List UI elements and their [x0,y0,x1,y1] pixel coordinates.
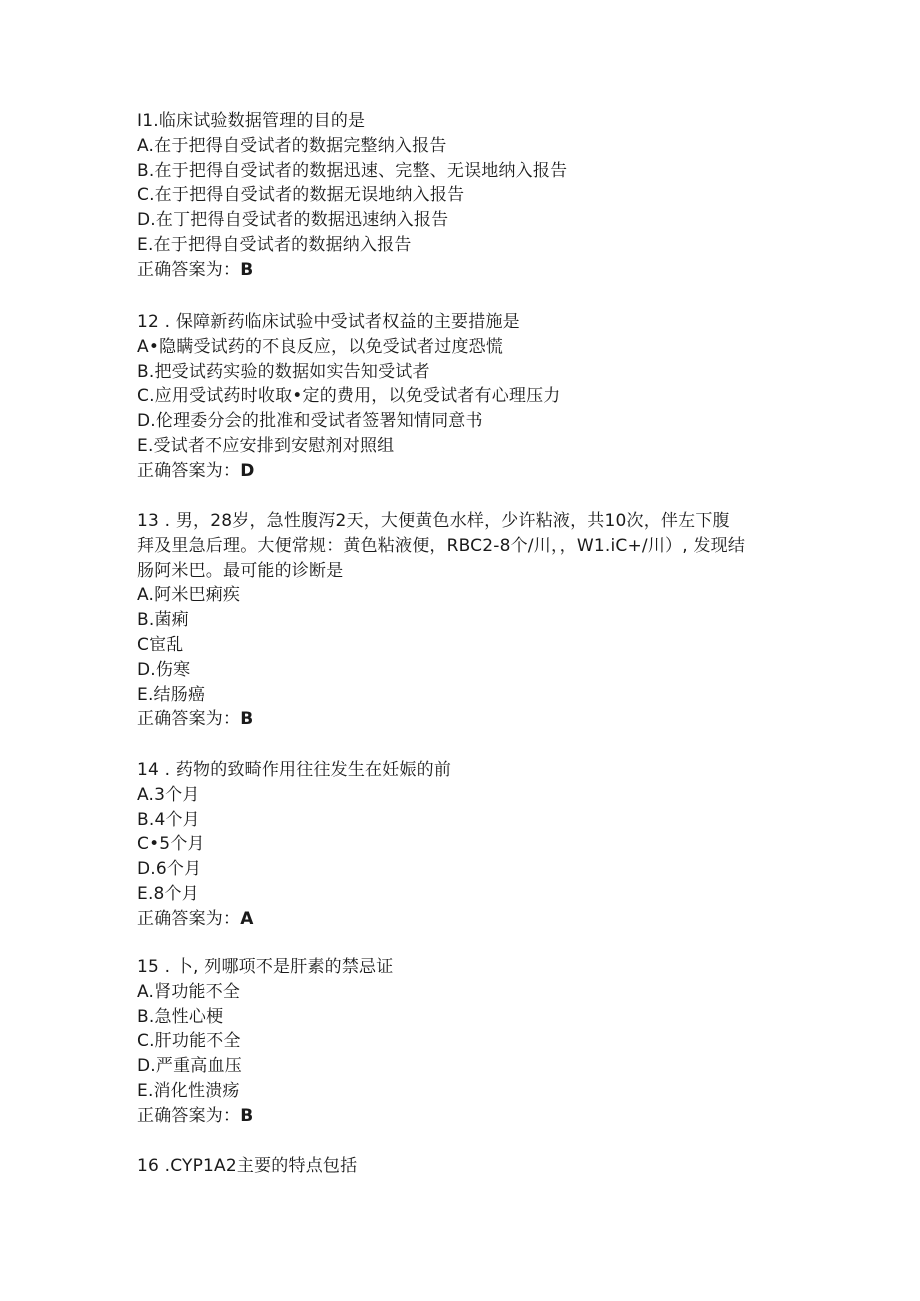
option-d: D.6个月 [137,859,202,880]
option-d: D.在丁把得自受试者的数据迅速纳入报告 [137,210,449,231]
option-e: E.消化性溃疡 [137,1080,240,1101]
option-a: A•隐瞒受试药的不良反应，以免受试者过度恐慌 [137,336,504,357]
option-a: A.3个月 [137,784,200,805]
correct-answer [137,907,817,932]
answer-label: 正确答案为： [137,259,241,280]
option-c: C.在于把得自受试者的数据无误地纳入报告 [137,185,465,206]
option-e: E.受试者不应安排到安慰剂对照组 [137,435,395,456]
option-d: D.伦理委分会的批准和受试者签署知情同意书 [137,411,483,432]
question-14 [137,758,817,932]
answer-label: 正确答案为： [137,709,241,730]
option-c: C.肝功能不全 [137,1031,241,1052]
question-stem: 16 .CYP1A2主要的特点包括 [137,1156,358,1176]
correct-answer [137,1104,817,1129]
answer-label: 正确答案为： [137,460,241,481]
option-e: E.结肠癌 [137,684,206,705]
option-c: C•5个月 [137,834,205,855]
question-stem: I1.临床试验数据管理的目的是 [137,111,366,131]
option-c: C.应用受试药时收取•定的费用，以免受试者有心理压力 [137,386,561,407]
question-16 [137,1154,817,1179]
option-b: B.把受试药实验的数据如实告知受试者 [137,361,430,382]
option-a: A.阿米巴痢疾 [137,585,241,606]
answer-label: 正确答案为： [137,1105,241,1126]
question-stem-line-2: 拜及里急后理。大便常规：黄色粘液便，RBC2-8个/川，，W1.iC+/川）, 发现结 [137,535,746,556]
answer-value: D [240,460,255,481]
answer-value: B [240,1105,254,1126]
question-stem: 12 . 保障新药临床试验中受试者权益的主要措施是 [137,312,520,332]
question-12 [137,310,817,484]
option-d: D.严重高血压 [137,1056,242,1077]
answer-value: B [240,709,254,730]
question-13 [137,509,817,732]
option-a: A.在于把得自受试者的数据完整纳入报告 [137,135,447,156]
option-d: D.伤寒 [137,659,191,680]
correct-answer [137,707,817,732]
option-b: B.4个月 [137,809,200,830]
question-11 [137,109,817,283]
answer-value: A [240,908,254,929]
option-c: C宦乱 [137,634,184,655]
option-a: A.肾功能不全 [137,981,241,1002]
option-b: B.在于把得自受试者的数据迅速、完整、无误地纳入报告 [137,160,568,181]
option-e: E.在于把得自受试者的数据纳入报告 [137,234,412,255]
answer-label: 正确答案为： [137,908,241,929]
question-stem-line-3: 肠阿米巴。最可能的诊断是 [137,560,344,581]
question-stem-line-1: 13 . 男，28岁，急性腹泻2天，大便黄色水样，少许粘液，共10次，伴左下腹 [137,511,730,531]
question-stem: 14 . 药物的致畸作用往往发生在妊娠的前 [137,760,452,780]
option-b: B.急性心梗 [137,1006,224,1027]
answer-value: B [240,259,254,280]
question-15 [137,955,817,1129]
option-b: B.菌痢 [137,610,189,631]
question-stem: 15 . 卜, 列哪项不是肝素的禁忌证 [137,957,394,977]
correct-answer [137,258,817,283]
correct-answer [137,459,817,484]
option-e: E.8个月 [137,883,199,904]
